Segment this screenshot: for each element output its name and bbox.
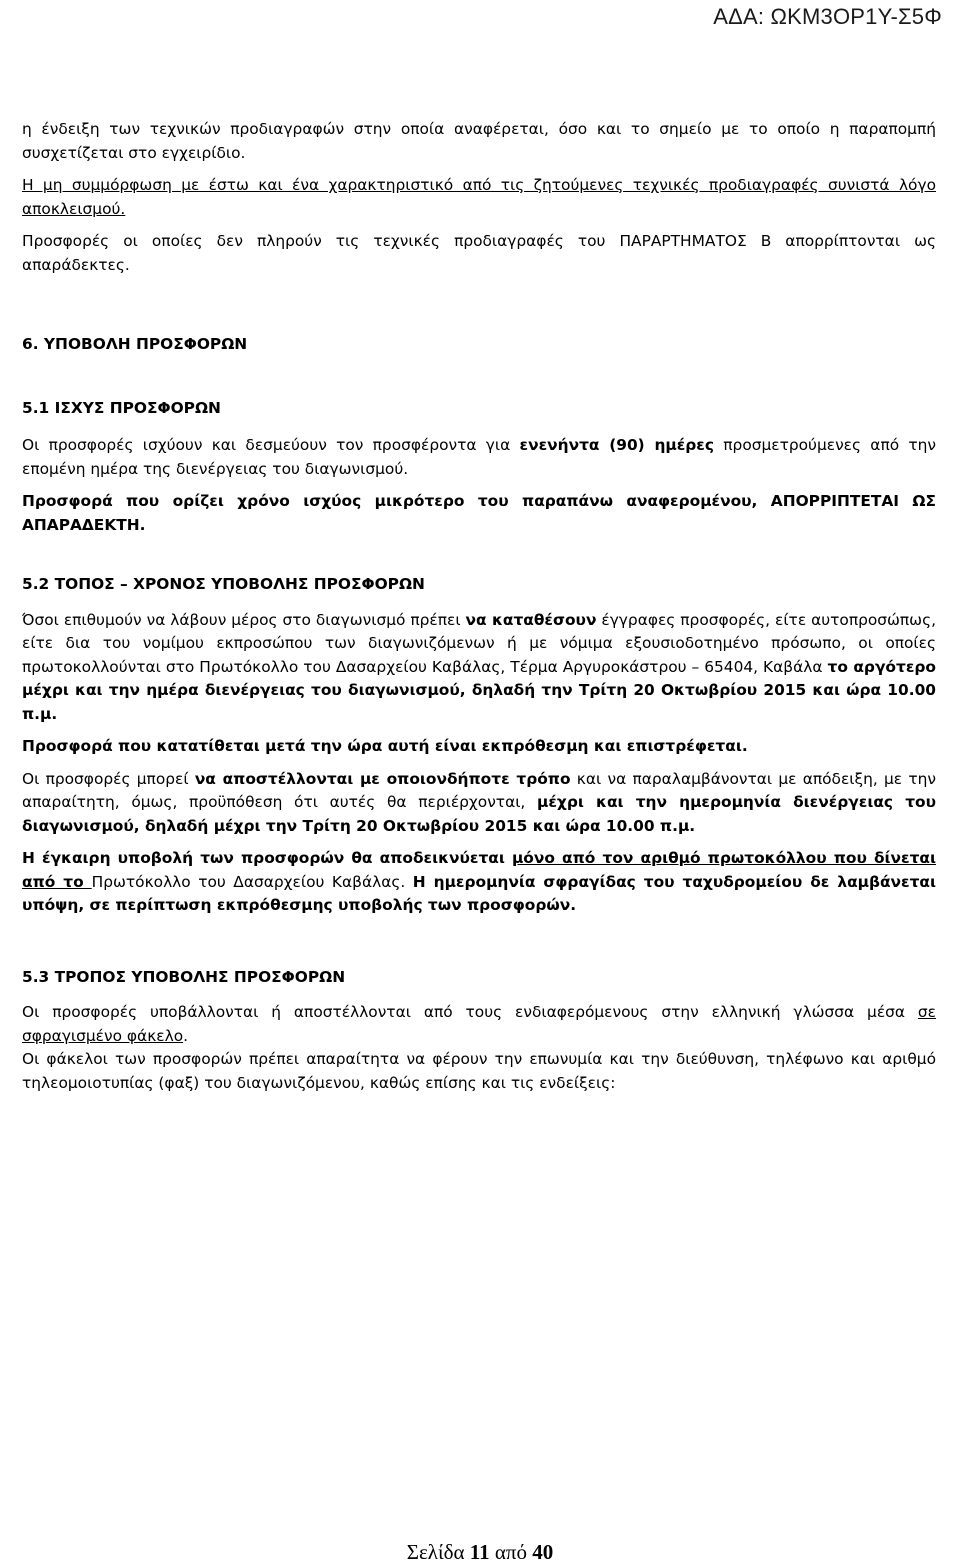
section-5-1-heading: 5.1 ΙΣΧΥΣ ΠΡΟΣΦΟΡΩΝ: [22, 398, 221, 417]
late-submission-paragraph: Προσφορά που κατατίθεται μετά την ώρα αυτή είναι εκπρόθεσμη και επιστρέφεται.: [22, 737, 748, 755]
page-footer: Σελίδα 11 από 40: [406, 1540, 554, 1564]
intro-paragraph-1: η ένδειξη των τεχνικών προδιαγραφών στην οποία αναφέρεται, όσο και το σημείο με το οποίο η παραπομπή συσχετίζεται στο εγχειρίδιο.: [22, 120, 936, 162]
total-page-count: 40: [532, 1540, 554, 1564]
intro-paragraph-3: Προσφορές οι οποίες δεν πληρούν τις τεχνικές προδιαγραφές του ΠΑΡΑΡΤΗΜΑΤΟΣ Β απορρίπτονται ως απαράδεκτες.: [22, 232, 936, 274]
envelope-details-paragraph: Οι φάκελοι των προσφορών πρέπει απαραίτητα να φέρουν την επωνυμία και την διεύθυνση, τηλέφωνο και αριθμό τηλεομοιοτυπίας (φαξ) του διαγωνιζόμενου, καθώς επίσης και τις ενδείξεις:: [22, 1050, 936, 1092]
validity-paragraph: Οι προσφορές ισχύουν και δεσμεύουν τον προσφέροντα για ενενήντα (90) ημέρες προσμετρούμενες από την επομένη ημέρα της διενέργειας του διαγωνισμού.: [22, 436, 937, 478]
validity-rejection-paragraph: Προσφορά που ορίζει χρόνο ισχύος μικρότερο του παραπάνω αναφερομένου, ΑΠΟΡΡΙΠΤΕΤΑΙ ΩΣ ΑΠΑΡΑΔΕΚΤΗ.: [22, 492, 936, 534]
section-5-2-heading: 5.2 ΤΟΠΟΣ – ΧΡΟΝΟΣ ΥΠΟΒΟΛΗΣ ΠΡΟΣΦΟΡΩΝ: [22, 575, 425, 593]
current-page-number: 11: [469, 1540, 490, 1564]
envelope-paragraph: Οι προσφορές υποβάλλονται ή αποστέλλονται από τους ενδιαφερόμενους στην ελληνική γλώσσα μέσα σε σφραγισμένο φάκελο.: [22, 1003, 936, 1045]
submission-paragraph: Όσοι επιθυμούν να λάβουν μέρος στο διαγωνισμό πρέπει να καταθέσουν έγγραφες προσφορές, είτε αυτοπροσώπως, είτε δια του νομίμου εκπροσώπου των διαγωνιζόμενων ή με νόμιμα εξουσιοδοτημένο πρόσωπο, οι οποίες πρωτοκολλούνται στο Πρωτόκολλο του Δασαρχείου Καβάλας, Τέρμα Αργυροκάστρου – 65404, Καβάλα το αργότερο μέχρι και την ημέρα διενέργειας του διαγωνισμού, δηλαδή την Τρίτη 20 Οκτωβρίου 2015 και ώρα 10.00 π.μ.: [22, 610, 936, 723]
sending-method-paragraph: Οι προσφορές μπορεί να αποστέλλονται με οποιονδήποτε τρόπο και να παραλαμβάνονται με απόδειξη, με την απαραίτητη, όμως, προϋπόθεση ότι αυτές θα περιέρχονται, μέχρι και την ημερομηνία διενέργειας του διαγωνισμού, δηλαδή μέχρι την Τρίτη 20 Οκτωβρίου 2015 και ώρα 10.00 π.μ.: [22, 769, 936, 835]
document-body: [22, 118, 936, 1095]
section-6-heading: 6. ΥΠΟΒΟΛΗ ΠΡΟΣΦΟΡΩΝ: [22, 335, 248, 353]
section-5-3-heading: 5.3 ΤΡΟΠΟΣ ΥΠΟΒΟΛΗΣ ΠΡΟΣΦΟΡΩΝ: [22, 967, 346, 986]
intro-paragraph-2: [22, 174, 936, 221]
underlined-clause: Η μη συμμόρφωση με έστω και ένα χαρακτηριστικό από τις ζητούμενες τεχνικές προδιαγραφές συνιστά λόγο αποκλεισμού.: [22, 176, 936, 218]
ada-code: ΑΔΑ: ΩΚΜ3ΟΡ1Υ-Σ5Φ: [713, 4, 942, 29]
protocol-proof-paragraph: Η έγκαιρη υποβολή των προσφορών θα αποδεικνύεται μόνο από τον αριθμό πρωτοκόλλου που δίνεται από το Πρωτόκολλο του Δασαρχείου Καβάλας. Η ημερομηνία σφραγίδας του ταχυδρομείου δε λαμβάνεται υπόψη, σε περίπτωση εκπρόθεσμης υποβολής των προσφορών.: [22, 849, 936, 914]
